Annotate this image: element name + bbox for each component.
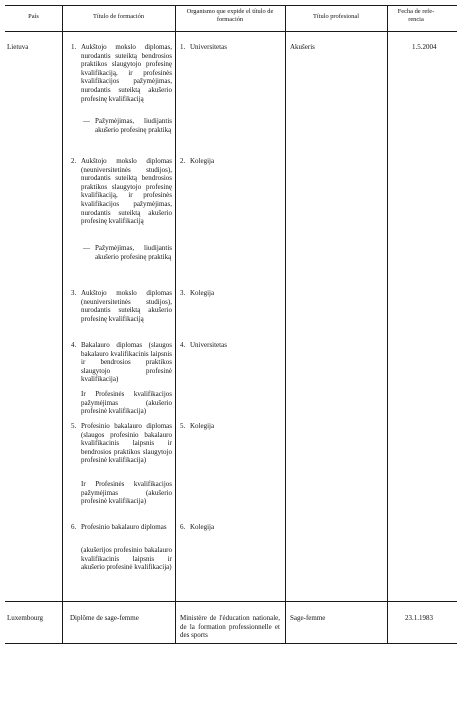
qualification-number: 5.	[71, 422, 77, 430]
lithuania-bottom-rule	[5, 601, 457, 602]
country-luxembourg: Luxembourg	[7, 614, 44, 622]
column-rule-1	[62, 5, 63, 643]
lithuania-professional-title: Akušeris	[290, 43, 315, 51]
luxembourg-awarding-body: Ministère de l'éducation nationale, de la formation professionnelle et des sports	[180, 614, 280, 640]
luxembourg-qualification: Diplôme de sage-femme	[70, 614, 139, 622]
header-reference-date: Fecha de refe- rencia	[397, 8, 435, 23]
qualification-number: 2.	[71, 157, 77, 165]
awarding-body-name: Kolegija	[190, 157, 215, 165]
awarding-body-name: Kolegija	[190, 289, 215, 297]
sub-item-dash: —	[83, 117, 90, 125]
qualification-text: Aukštojo mokslo diplomas, nurodantis suteiktą bendrosios praktikos slaugytojo profesinę kvalifikaciją, ir profesinės kvalifikacijos pažymėjimas, nurodantis suteiktą akušerio profesinę kvalifikaciją	[81, 43, 172, 103]
qualification-number: 4.	[71, 341, 77, 349]
awarding-body-name: Universitetas	[190, 43, 227, 51]
qualification-text: Profesinio bakalauro diplomas	[81, 523, 167, 531]
column-rule-4	[387, 5, 388, 643]
awarding-body-number: 4.	[180, 341, 186, 349]
header-awarding-body: Organismo que expide el título de formación	[186, 8, 274, 23]
header-professional-title: Título profesional	[313, 13, 359, 20]
qualification-text: Aukštojo mokslo diplomas (neuniversitetinės studijos), nurodantis suteiktą bendrosios praktikos slaugytojo profesinę kvalifikaciją, ir profesinės kvalifikacijos pažymėjimas, nurodantis suteiktą akušerio profesinę kvalifikaciją	[81, 157, 172, 226]
column-rule-3	[285, 5, 286, 643]
sub-item-text: Pažymėjimas, liudijantis akušerio profesinę praktiką	[95, 117, 172, 134]
qualification-text: Aukštojo mokslo diplomas (neuniversitetinės studijos), nurodantis suteiktą akušerio profesinę kvalifikaciją	[81, 289, 172, 323]
awarding-body-name: Kolegija	[190, 523, 215, 531]
header-bottom-rule	[5, 31, 457, 32]
lithuania-reference-date: 1.5.2004	[412, 43, 437, 51]
awarding-body-number: 5.	[180, 422, 186, 430]
awarding-body-number: 1.	[180, 43, 186, 51]
sub-item-text: Pažymėjimas, liudijantis akušerio profesinę praktiką	[95, 244, 172, 261]
column-rule-2	[175, 5, 176, 643]
qualification-extra-text: (akušerijos profesinio bakalauro kvalifikacinis laipsnis ir akušerio profesinė kvalifikacija)	[81, 546, 172, 572]
awarding-body-number: 3.	[180, 289, 186, 297]
luxembourg-reference-date: 23.1.1983	[405, 614, 433, 622]
qualification-text: Bakalauro diplomas (slaugos bakalauro kvalifikacinis laipsnis ir bendrosios praktikos slaugytojo profesinė kvalifikacija)	[81, 341, 172, 384]
qualification-number: 3.	[71, 289, 77, 297]
awarding-body-number: 6.	[180, 523, 186, 531]
table-top-rule	[5, 5, 457, 6]
awarding-body-number: 2.	[180, 157, 186, 165]
awarding-body-name: Kolegija	[190, 422, 215, 430]
header-qualification: Título de formación	[92, 13, 145, 20]
luxembourg-bottom-rule	[5, 643, 457, 644]
luxembourg-professional-title: Sage-femme	[290, 614, 326, 622]
qualification-text: Profesinio bakalauro diplomas (slaugos profesinio bakalauro kvalifikacinis laipsnis ir bendrosios praktikos slaugytojo profesinė kvalifikacija)	[81, 422, 172, 465]
country-lithuania: Lietuva	[7, 43, 29, 51]
awarding-body-name: Universitetas	[190, 341, 227, 349]
qualification-number: 6.	[71, 523, 77, 531]
sub-item-dash: —	[83, 244, 90, 252]
qualification-number: 1.	[71, 43, 77, 51]
header-country: País	[28, 13, 39, 20]
qualification-extra-text: Ir Profesinės kvalifikacijos pažymėjimas (akušerio profesinė kvalifikacija)	[81, 390, 172, 416]
qualification-extra-text: Ir Profesinės kvalifikacijos pažymėjimas (akušerio profesinė kvalifikacija)	[81, 480, 172, 506]
